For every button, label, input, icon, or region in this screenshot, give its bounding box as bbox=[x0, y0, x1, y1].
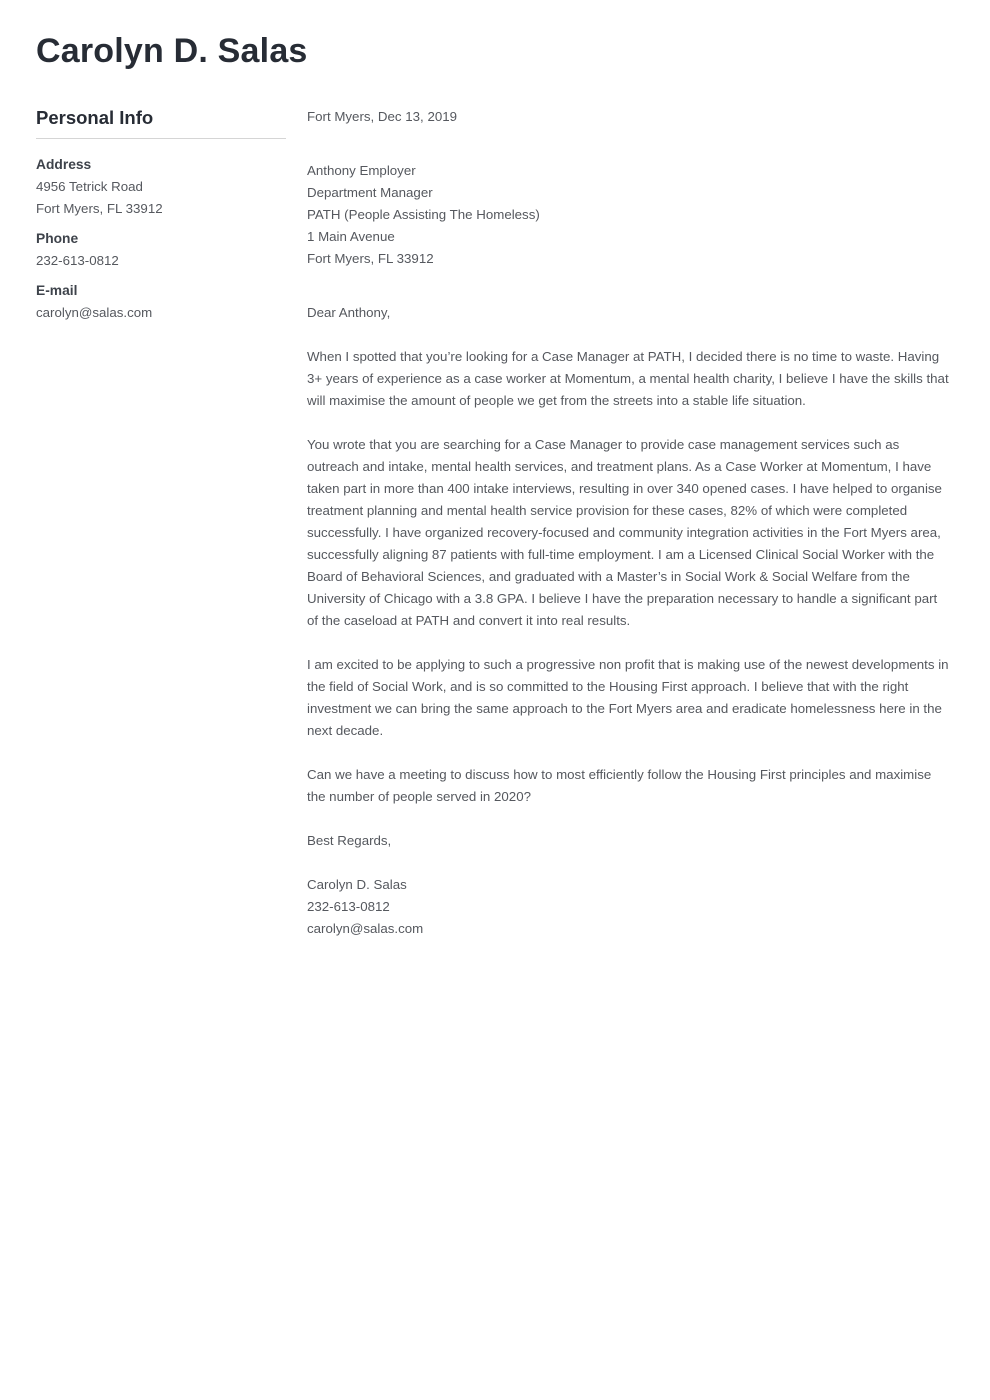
email-value: carolyn@salas.com bbox=[36, 305, 153, 320]
address-line: 4956 Tetrick Road bbox=[36, 179, 143, 194]
address-label: Address bbox=[36, 157, 92, 172]
email-label: E-mail bbox=[36, 283, 78, 298]
signature-block bbox=[307, 874, 950, 940]
signature-name: Carolyn D. Salas bbox=[307, 877, 407, 892]
letter-paragraph: I am excited to be applying to such a progressive non profit that is making use of the newest developments in the field of Social Work, and is so committed to the Housing First approach. I believe that with the right investment we can bring the same approach to the Fort Myers area and eradicate homelessness here in the next decade. bbox=[307, 657, 949, 738]
sidebar-section-address bbox=[36, 154, 286, 220]
recipient-line: Department Manager bbox=[307, 185, 433, 200]
letter-paragraph: When I spotted that you’re looking for a Case Manager at PATH, I decided there is no time to waste. Having 3+ years of experience as a case worker at Momentum, a mental health charity, I believe I have the skills that will maximise the amount of people we get from the streets into a stable life situation. bbox=[307, 349, 949, 408]
content-columns bbox=[0, 72, 990, 940]
letter-paragraph: Can we have a meeting to discuss how to most efficiently follow the Housing First principles and maximise the number of people served in 2020? bbox=[307, 767, 932, 804]
recipient-line: Fort Myers, FL 33912 bbox=[307, 251, 434, 266]
recipient-line: PATH (People Assisting The Homeless) bbox=[307, 207, 540, 222]
sidebar-section-phone bbox=[36, 228, 286, 272]
closing: Best Regards, bbox=[307, 833, 392, 848]
phone-label: Phone bbox=[36, 231, 79, 246]
signature-email: carolyn@salas.com bbox=[307, 921, 424, 936]
sidebar-personal-info bbox=[36, 106, 286, 324]
salutation: Dear Anthony, bbox=[307, 305, 391, 320]
letter-paragraph: You wrote that you are searching for a Case Manager to provide case management services such as outreach and intake, mental health services, and treatment plans. As a Case Worker at Momentum, I have taken part in more than 400 intake interviews, resulting in over 340 opened cases. I have helped to organise treatment planning and mental health service provision for these cases, 82% of which were completed successfully. I have organized recovery-focused and community integration activities in the Fort Myers area, successfully aligning 87 patients with full-time employment. I am a Licensed Clinical Social Worker with the Board of Behavioral Sciences, and graduated with a Master’s in Social Work & Social Welfare from the University of Chicago with a 3.8 GPA. I believe I have the preparation necessary to handle a significant part of the caseload at PATH and convert it into real results. bbox=[307, 437, 942, 628]
recipient-line: 1 Main Avenue bbox=[307, 229, 395, 244]
sidebar-section-email bbox=[36, 280, 286, 324]
recipient-block bbox=[307, 160, 950, 270]
letter-body bbox=[307, 106, 950, 940]
recipient-line: Anthony Employer bbox=[307, 163, 416, 178]
sidebar-heading: Personal Info bbox=[36, 106, 286, 139]
address-line: Fort Myers, FL 33912 bbox=[36, 201, 163, 216]
date-line: Fort Myers, Dec 13, 2019 bbox=[307, 109, 458, 124]
phone-value: 232-613-0812 bbox=[36, 253, 119, 268]
candidate-name: Carolyn D. Salas bbox=[36, 32, 308, 70]
signature-phone: 232-613-0812 bbox=[307, 899, 390, 914]
